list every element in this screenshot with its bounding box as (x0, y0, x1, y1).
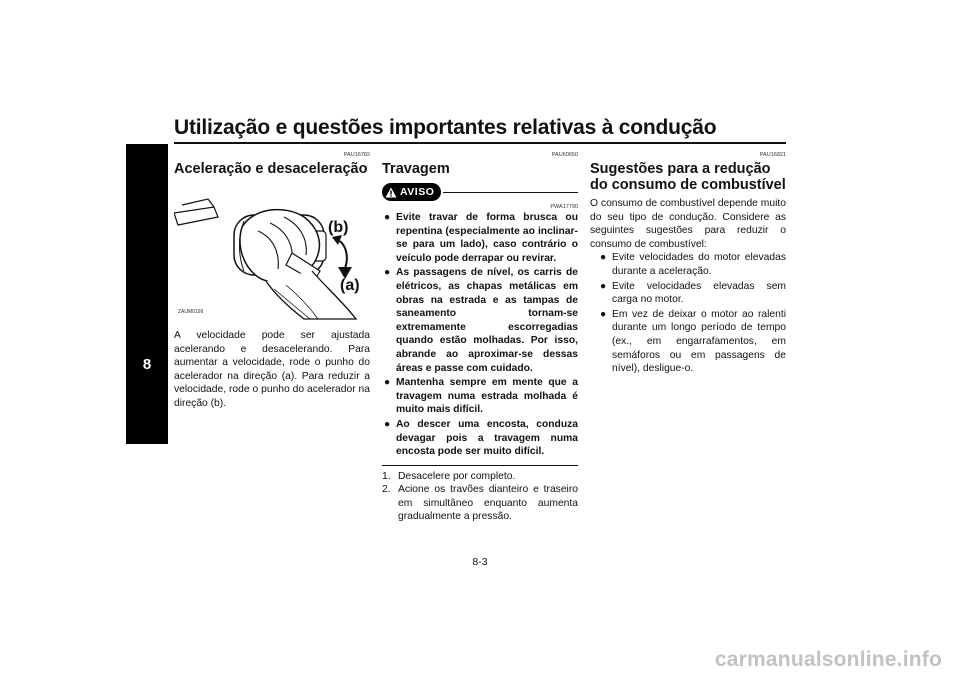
page-number: 8-3 (472, 556, 488, 568)
section-code: PAU60650 (551, 152, 578, 158)
chapter-tab (126, 144, 168, 444)
bullet-icon: ● (600, 308, 607, 320)
acceleration-body: A velocidade pode ser ajustada acelerando e desacelerando. Para aumentar a velocidade, rode o punho do acelerador na direção (a). Para reduzir a velocidade, rode o punho do acelerador na direção (b). (174, 330, 370, 409)
page-title: Utilização e questões importantes relativas à condução (174, 116, 717, 139)
list-item: ● Evite velocidades do motor elevadas durante a aceleração. (600, 252, 786, 277)
bullet-icon: ● (600, 252, 607, 264)
column-braking (382, 152, 578, 524)
list-item: ● Mantenha sempre em mente que a travagem numa estrada molhada é muito mais difícil. (384, 377, 578, 416)
section-heading: Aceleração e desaceleração (174, 161, 368, 177)
warning-label: AVISO (400, 186, 435, 198)
bullet-icon: ● (384, 212, 391, 223)
figure-code: ZAUM0199 (178, 309, 204, 315)
watermark: carmanualsonline.info (714, 648, 942, 671)
warning-list (382, 211, 578, 459)
chapter-number: 8 (142, 356, 152, 373)
list-item: ● Ao descer uma encosta, conduza devagar pois a travagem numa encosta pode ser muito difícil. (384, 418, 578, 458)
label-b: (b) (328, 219, 349, 236)
warning-badge (382, 183, 441, 201)
warning-code: PWA17790 (550, 204, 578, 210)
fuel-tips-list (598, 251, 786, 375)
warning-top-rule (443, 192, 578, 193)
throttle-illustration (174, 181, 370, 321)
section-heading: Sugestões para a redução do consumo de combustível (590, 161, 786, 193)
list-item: ● Evite travar de forma brusca ou repentina (especialmente ao inclinar-se para um lado), caso contrário o veículo pode derrapar ou revirar. (384, 212, 578, 264)
list-item: 2. Acione os travões dianteiro e traseiro em simultâneo enquanto aumenta gradualmente a pressão. (382, 484, 578, 523)
warning-triangle-icon (385, 187, 397, 198)
section-code: PAU16821 (759, 152, 786, 158)
section-heading: Travagem (382, 161, 450, 177)
column-acceleration (174, 152, 370, 411)
warning-bottom-rule (382, 465, 578, 466)
fuel-intro: O consumo de combustível depende muito do seu tipo de condução. Considere as seguintes sugestões para reduzir o consumo de combustível: (590, 198, 786, 250)
list-item: 1. Desacelere por completo. (382, 470, 516, 482)
column-fuel-economy (590, 152, 786, 377)
bullet-icon: ● (384, 418, 391, 430)
list-item: ● Em vez de deixar o motor ao ralenti durante um longo período de tempo (ex., em engarrafamentos, em semáforos ou em passagens de nível), desligue-o. (600, 308, 786, 375)
bullet-icon: ● (600, 280, 607, 292)
list-item: ● As passagens de nível, os carris de elétricos, as chapas metálicas em obras na estrada e as tampas de saneamento tornam-se extremamente escorregadias quando estão molhadas. Por isso, abrande ao aproximar-se dessas áreas e passe com cuidado. (384, 267, 578, 374)
title-rule (174, 142, 786, 144)
section-code: PAU16782 (343, 152, 370, 158)
warning-header (382, 183, 578, 201)
bullet-icon: ● (384, 377, 391, 389)
braking-steps (382, 470, 578, 524)
bullet-icon: ● (384, 267, 391, 279)
label-a: (a) (340, 277, 360, 294)
list-item: ● Evite velocidades elevadas sem carga no motor. (600, 280, 786, 306)
throttle-hand-drawing (174, 181, 370, 321)
